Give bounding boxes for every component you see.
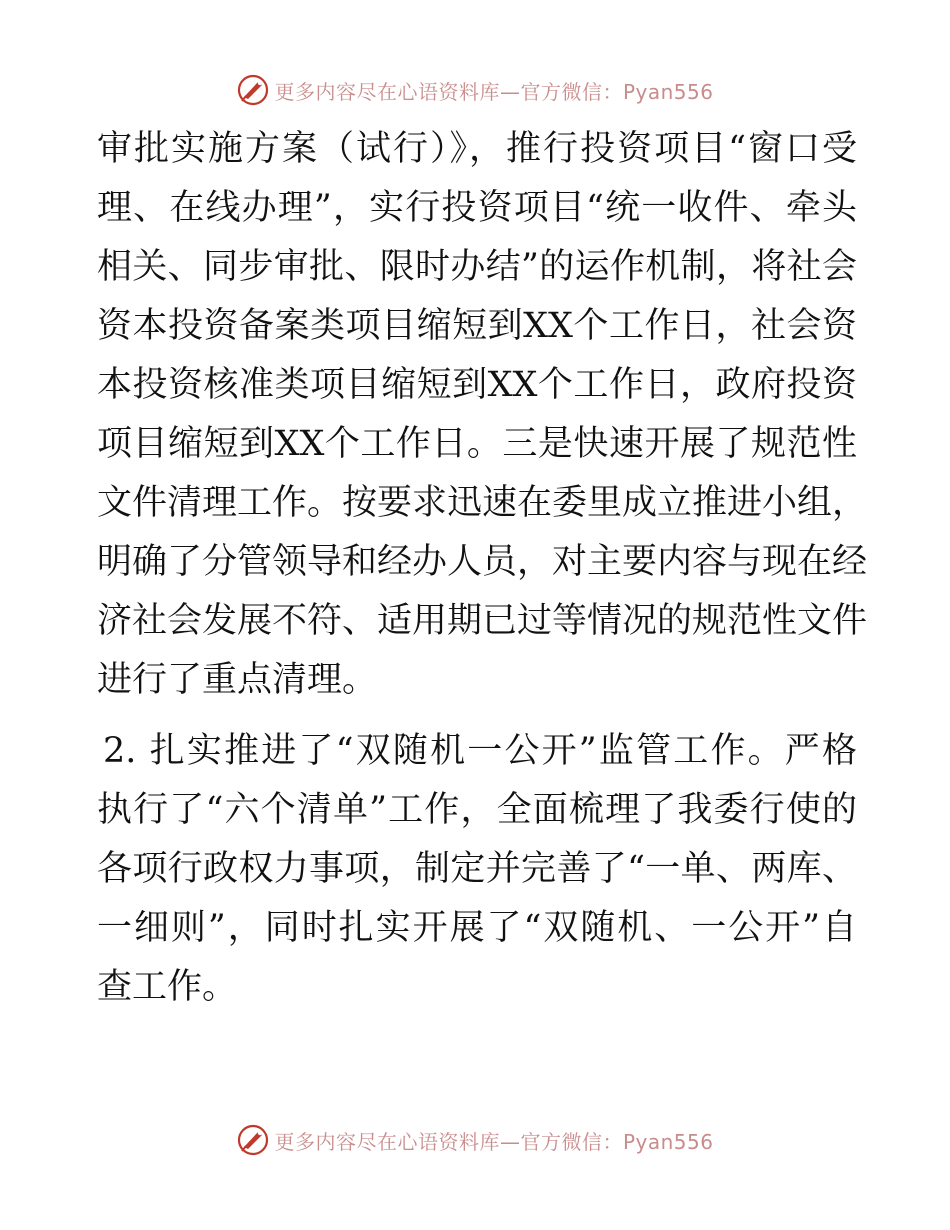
quill-circle-logo-icon: [236, 73, 270, 107]
text-line: 各项行政权力事项，制定并完善了“一单、两库、: [97, 849, 857, 889]
text-line: 理、在线办理”，实行投资项目“统一收件、牵头: [97, 188, 857, 228]
footer-banner: [0, 1120, 950, 1160]
paragraph-2: [97, 722, 857, 1017]
text-line: 执行了“六个清单”工作，全面梳理了我委行使的: [97, 790, 857, 830]
document-body: [97, 120, 868, 1017]
text-line: 进行了重点清理。: [97, 660, 378, 700]
text-line: 查工作。: [97, 967, 238, 1007]
text-line: 项目缩短到XX个工作日。三是快速开展了规范性: [97, 424, 857, 464]
paragraph-spacer: [97, 710, 857, 722]
text-line: 文件清理工作。按要求迅速在委里成立推进小组，: [97, 483, 868, 523]
header-banner: [0, 70, 950, 110]
text-line: 一细则”，同时扎实开展了“双随机、一公开”自: [97, 908, 857, 948]
text-line: 2. 扎实推进了“双随机一公开”监管工作。严格: [103, 731, 857, 771]
quill-circle-logo-icon: [236, 1123, 270, 1157]
text-line: 济社会发展不符、适用期已过等情况的规范性文件: [97, 601, 868, 641]
header-banner-text: 更多内容尽在心语资料库—官方微信：Pyan556: [274, 79, 714, 104]
paragraph-1: [97, 120, 868, 710]
text-line: 相关、同步审批、限时办结”的运作机制，将社会: [97, 247, 857, 287]
text-line: 明确了分管领导和经办人员，对主要内容与现在经: [97, 542, 868, 582]
text-line: 审批实施方案（试行）》，推行投资项目“窗口受: [97, 129, 857, 169]
footer-banner-text: 更多内容尽在心语资料库—官方微信：Pyan556: [274, 1129, 714, 1154]
text-line: 本投资核准类项目缩短到XX个工作日，政府投资: [97, 365, 857, 405]
text-line: 资本投资备案类项目缩短到XX个工作日，社会资: [97, 306, 857, 346]
